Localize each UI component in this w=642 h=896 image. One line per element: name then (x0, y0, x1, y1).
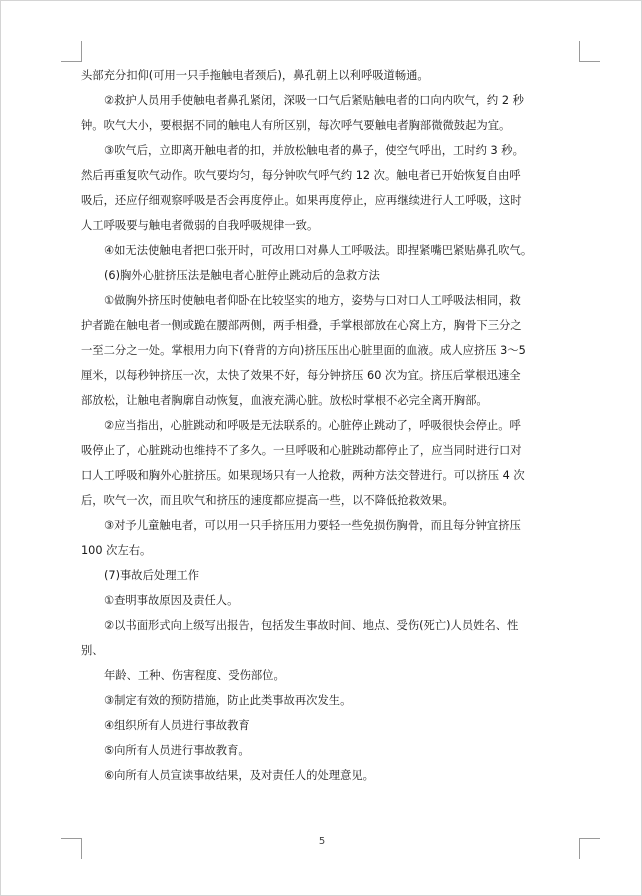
section-heading: (6)胸外心脏挤压法是触电者心脏停止跳动后的急救方法 (104, 269, 380, 282)
list-item: ①查明事故原因及责任人。 (104, 594, 239, 607)
text-line: 人工呼吸要与触电者微弱的自我呼吸规律一致。 (81, 219, 319, 232)
list-item: ④组织所有人员进行事故教育 (104, 719, 250, 732)
text-line: ③吹气后，立即离开触电者的扣，并放松触电者的鼻子，使空气呼出，工时约 3 秒。 (104, 144, 524, 157)
text-line: ②应当指出，心脏跳动和呼吸是无法联系的。心脏停止跳动了，呼吸很快会停止。呼 (104, 419, 521, 432)
list-item: ⑥向所有人员宣读事故结果，及对责任人的处理意见。 (104, 769, 374, 782)
list-item: ⑤向所有人员进行事故教育。 (104, 744, 250, 757)
text-line: 别、 (81, 644, 104, 657)
section-heading: (7)事故后处理工作 (104, 569, 200, 582)
text-line: ④如无法使触电者把口张开时，可改用口对鼻人工呼吸法。即捏紧嘴巴紧贴鼻孔吹气。 (104, 244, 533, 257)
text-line: 一至二分之一处。掌根用力向下(脊背的方向)挤压压出心脏里面的血液。成人应挤压 3～5 (81, 344, 526, 357)
text-line: ②救护人员用手使触电者鼻孔紧闭，深吸一口气后紧贴触电者的口向内吹气，约 2 秒 (104, 94, 524, 107)
document-body (81, 63, 581, 788)
text-line: 钟。吹气大小，要根据不同的触电人有所区别，每次呼气要触电者胸部微微鼓起为宜。 (81, 119, 511, 132)
text-line: 厘米，以每秒钟挤压一次，太快了效果不好，每分钟挤压 60 次为宜。挤压后掌根迅速全 (81, 369, 521, 382)
text-line: 吸停止了，心脏跳动也维持不了多久。一旦呼吸和心脏跳动都停止了，应当同时进行口对 (81, 444, 522, 457)
text-line: 头部充分扣仰(可用一只手拖触电者颈后)，鼻孔朝上以利呼吸道畅通。 (81, 69, 429, 82)
text-line: 口人工呼吸和胸外心脏挤压。如果现场只有一人抢救，两种方法交替进行。可以挤压 4 次 (81, 469, 525, 482)
text-line: ①做胸外挤压时使触电者仰卧在比较坚实的地方，姿势与口对口人工呼吸法相同，救 (104, 294, 521, 307)
text-line: 吸后，还应仔细观察呼吸是否会再度停止。如果再度停止，应再继续进行人工呼吸，这时 (81, 194, 522, 207)
page-number: 5 (318, 836, 326, 847)
list-item: ②以书面形式向上级写出报告，包括发生事故时间、地点、受伤(死亡)人员姓名、性 (104, 619, 519, 632)
text-line: 护者跪在触电者一侧或跪在腰部两侧，两手相叠，手掌根部放在心窝上方，胸骨下三分之 (81, 319, 522, 332)
text-line: ③对予儿童触电者，可以用一只手挤压用力要轻一些免损伤胸骨，而且每分钟宜挤压 (104, 519, 521, 532)
text-line: 后，吹气一次，而且吹气和挤压的速度都应提高一些，以不降低抢救效果。 (81, 494, 454, 507)
text-line: 部放松，让触电者胸廓自动恢复，血液充满心脏。放松时掌根不必完全离开胸部。 (81, 394, 488, 407)
list-item: ③制定有效的预防措施，防止此类事故再次发生。 (104, 694, 352, 707)
margin-mark-top-right (579, 41, 600, 62)
text-line: 100 次左右。 (81, 544, 152, 557)
text-line: 然后再重复吹气动作。吹气要均匀，每分钟吹气呼气约 12 次。触电者已开始恢复自由呼 (81, 169, 521, 182)
text-line: 年龄、工种、伤害程度、受伤部位。 (104, 669, 285, 682)
margin-mark-top-left (61, 41, 82, 62)
